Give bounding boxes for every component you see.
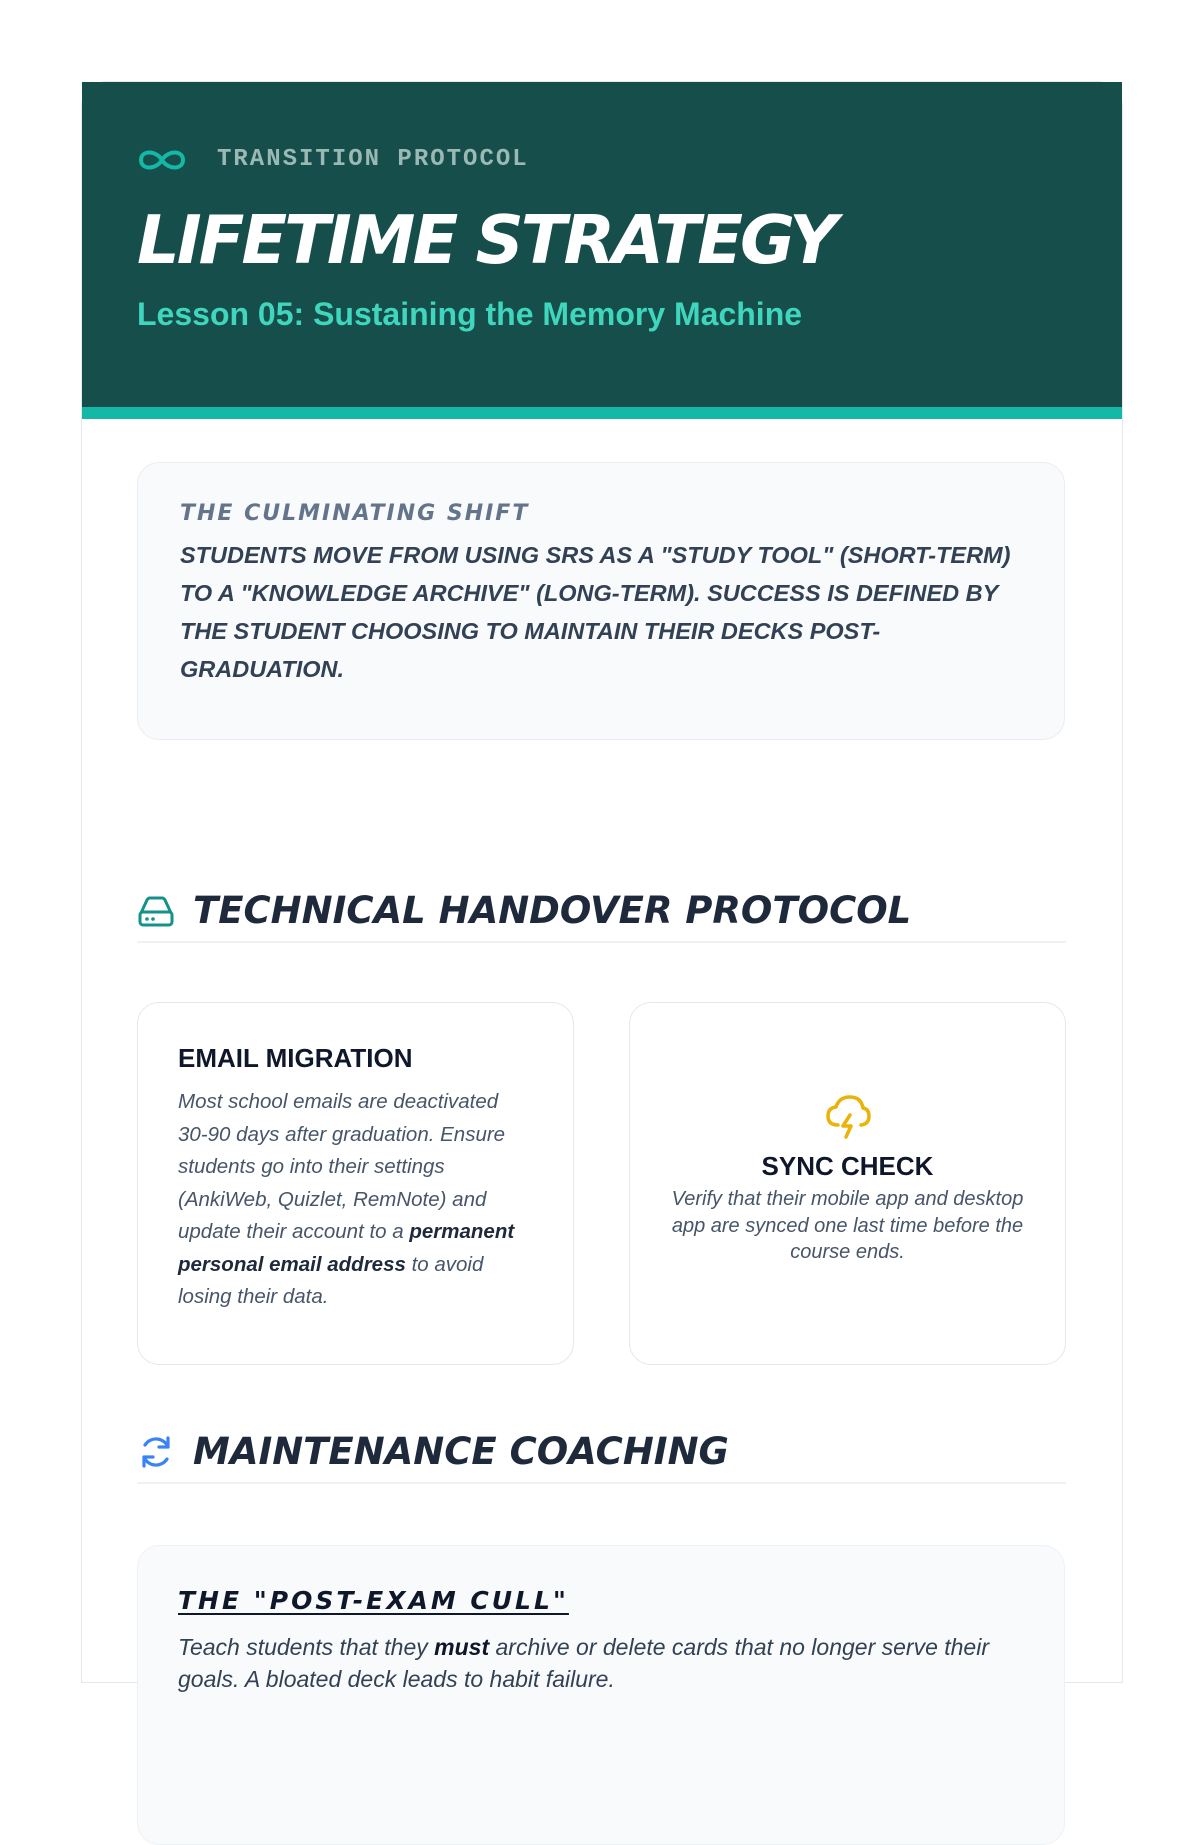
callout-label: THE CULMINATING SHIFT (180, 501, 530, 526)
sync-check-card (629, 1002, 1066, 1365)
body-text: to avoid losing their data. (178, 1252, 484, 1308)
section-title: TECHNICAL HANDOVER PROTOCOL (193, 889, 912, 932)
card-body (178, 1631, 1024, 1695)
email-migration-card (137, 1002, 574, 1365)
callout-text: STUDENTS MOVE FROM USING SRS AS A "STUDY TOOL" (SHORT-TERM) TO A "KNOWLEDGE ARCHIVE" (LONG-TERM). SUCCESS IS DEFINED BY THE STUDENT CHOOSING TO MAINTAIN THEIR DECKS POST-GRADUATION. (180, 542, 1011, 682)
card-title: EMAIL MIGRATION (178, 1043, 413, 1073)
cloud-lightning-icon (822, 1089, 874, 1141)
section-title: MAINTENANCE COACHING (193, 1430, 729, 1473)
card-title: THE "POST-EXAM CULL" (178, 1586, 569, 1615)
maintenance-coaching-heading (137, 1421, 1066, 1484)
body-text: Teach students that they (178, 1634, 435, 1660)
lesson-subtitle: Lesson 05: Sustaining the Memory Machine (137, 296, 803, 332)
card-body: Verify that their mobile app and desktop app are synced one last time before the course ends. (671, 1188, 1024, 1264)
lesson-header (82, 82, 1122, 419)
infinity-icon (137, 147, 187, 173)
technical-handover-heading (137, 880, 1066, 943)
eyebrow-label: TRANSITION PROTOCOL (217, 146, 529, 173)
card-body (178, 1086, 533, 1314)
eyebrow (137, 146, 529, 173)
post-exam-cull-card (137, 1545, 1065, 1845)
card-title: SYNC CHECK (761, 1151, 934, 1182)
refresh-icon (137, 1433, 175, 1471)
page-title: LIFETIME STRATEGY (137, 201, 835, 279)
body-text: archive or delete cards that no longer serve their goals. A bloated deck leads to habit failure. (178, 1634, 989, 1692)
body-emphasis: permanent personal email address (178, 1220, 515, 1276)
culminating-shift-callout (137, 462, 1065, 740)
body-text: Most school emails are deactivated 30-90 days after graduation. Ensure students go into their settings (AnkiWeb, Quizlet, RemNote) and update their account to a (178, 1090, 506, 1243)
lesson-card (81, 81, 1123, 1692)
body-emphasis: must (434, 1634, 490, 1660)
hard-drive-icon (137, 892, 175, 930)
